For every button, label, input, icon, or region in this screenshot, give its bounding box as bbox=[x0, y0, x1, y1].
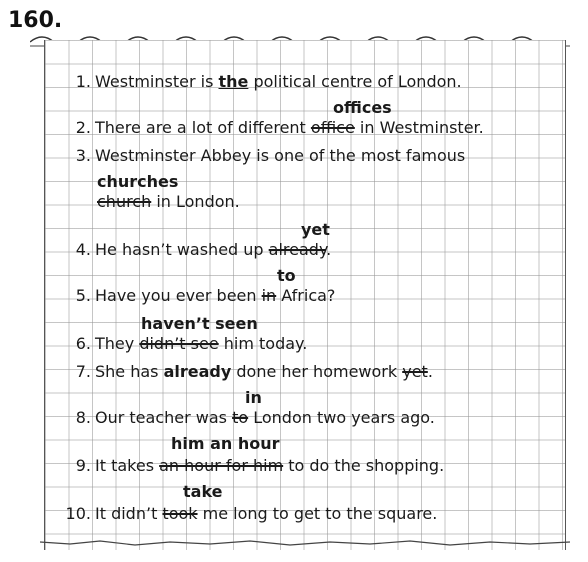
item-6 bbox=[45, 334, 307, 354]
item-number: 8. bbox=[75, 408, 91, 427]
correction: offices bbox=[333, 98, 392, 117]
item-number: 2. bbox=[75, 118, 91, 137]
item-number: 9. bbox=[75, 456, 91, 475]
item-8 bbox=[45, 408, 435, 428]
item-10 bbox=[45, 504, 437, 524]
item-text: Westminster is bbox=[95, 72, 219, 91]
item-text: political centre of London. bbox=[248, 72, 462, 91]
item-4 bbox=[45, 240, 331, 260]
item-3 bbox=[45, 146, 465, 166]
item-text: Our teacher was bbox=[95, 408, 233, 427]
item-text: She has bbox=[95, 362, 164, 381]
correction: in bbox=[245, 388, 262, 407]
item-text: It didn’t bbox=[95, 504, 163, 523]
item-text: . bbox=[427, 362, 433, 381]
struck-word: an hour for him bbox=[159, 456, 284, 475]
item-5 bbox=[45, 286, 335, 306]
item-number: 4. bbox=[75, 240, 91, 259]
notebook-page bbox=[44, 40, 566, 550]
item-number: 10. bbox=[65, 504, 91, 523]
item-text: Westminster Abbey is one of the most famous bbox=[95, 146, 466, 165]
item-text: him today. bbox=[218, 334, 308, 353]
item-text: . bbox=[326, 240, 332, 259]
item-7 bbox=[45, 362, 433, 382]
item-number: 3. bbox=[75, 146, 91, 165]
correction: him an hour bbox=[171, 434, 280, 453]
correction: churches bbox=[97, 172, 179, 191]
inserted-word: already bbox=[163, 362, 232, 381]
item-text: He hasn’t washed up bbox=[95, 240, 269, 259]
item-text: in Westminster. bbox=[354, 118, 484, 137]
struck-word: already bbox=[268, 240, 327, 259]
struck-word: in bbox=[261, 286, 277, 305]
item-number: 1. bbox=[75, 72, 91, 91]
item-text: Africa? bbox=[276, 286, 336, 305]
correction: haven’t seen bbox=[141, 314, 258, 333]
correction: yet bbox=[301, 220, 330, 239]
item-text: They bbox=[95, 334, 140, 353]
item-text: There are a lot of different bbox=[95, 118, 311, 137]
struck-word: didn’t see bbox=[139, 334, 219, 353]
item-text: to do the shopping. bbox=[283, 456, 445, 475]
exercise-number: 160. bbox=[8, 8, 63, 33]
struck-word: to bbox=[232, 408, 249, 427]
correction: take bbox=[183, 482, 223, 501]
item-number: 5. bbox=[75, 286, 91, 305]
struck-word: took bbox=[162, 504, 198, 523]
correction: to bbox=[277, 266, 296, 285]
item-text: done her homework bbox=[231, 362, 403, 381]
inserted-word: the bbox=[218, 72, 249, 91]
item-3-continued bbox=[97, 192, 240, 212]
item-number: 6. bbox=[75, 334, 91, 353]
item-1 bbox=[45, 72, 462, 92]
item-text: It takes bbox=[95, 456, 160, 475]
torn-edge bbox=[40, 538, 570, 552]
item-number: 7. bbox=[75, 362, 91, 381]
struck-word: office bbox=[310, 118, 355, 137]
struck-word: yet bbox=[402, 362, 428, 381]
item-text: London two years ago. bbox=[248, 408, 435, 427]
item-text: in London. bbox=[151, 192, 240, 211]
item-text: Have you ever been bbox=[95, 286, 262, 305]
item-9 bbox=[45, 456, 444, 476]
item-2 bbox=[45, 118, 484, 138]
item-text: me long to get to the square. bbox=[197, 504, 438, 523]
struck-word: church bbox=[97, 192, 152, 211]
